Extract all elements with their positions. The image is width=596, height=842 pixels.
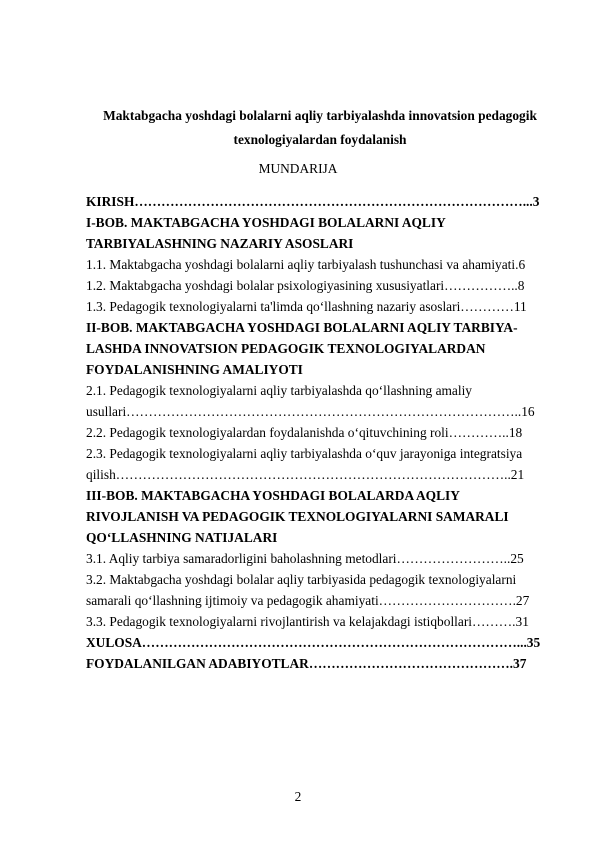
- toc-line: 2.1. Pedagogik texnologiyalarni aqliy tarbiyalashda qo‘llashning amaliy: [86, 383, 473, 398]
- title-line-2: texnologiyalardan foydalanish: [233, 132, 407, 147]
- document-title: [86, 104, 554, 152]
- page-number: 2: [294, 789, 302, 804]
- toc-line: TARBIYALASHNING NAZARIY ASOSLARI: [86, 236, 354, 251]
- toc-line: III-BOB. MAKTABGACHA YOSHDAGI BOLALARDA AQLIY: [86, 488, 460, 503]
- toc-line: 2.3. Pedagogik texnologiyalarni aqliy tarbiyalashda o‘quv jarayoniga integratsiya: [86, 446, 523, 461]
- toc-line: I-BOB. MAKTABGACHA YOSHDAGI BOLALARNI AQLIY: [86, 215, 446, 230]
- toc-line: FOYDALANILGAN ADABIYOTLAR……………………………………….37: [86, 656, 527, 671]
- title-line-1: Maktabgacha yoshdagi bolalarni aqliy tarbiyalashda innovatsion pedagogik: [103, 108, 537, 123]
- toc-line: XULOSA…………………………………………………………………………...35: [86, 635, 541, 650]
- contents-heading: MUNDARIJA: [258, 161, 338, 176]
- toc-line: II-BOB. MAKTABGACHA YOSHDAGI BOLALARNI AQLIY TARBIYA-: [86, 320, 518, 335]
- toc-line: QO‘LLASHNING NATIJALARI: [86, 530, 278, 545]
- toc-line: 1.2. Maktabgacha yoshdagi bolalar psixologiyasining xususiyatlari……………..8: [86, 278, 525, 293]
- toc-line: 1.1. Maktabgacha yoshdagi bolalarni aqliy tarbiyalash tushunchasi va ahamiyati.6: [86, 257, 526, 272]
- toc-line: KIRISH……………………………………………………………………………...3: [86, 194, 540, 209]
- toc-line: qilish……………………………………………………………………………..21: [86, 467, 525, 482]
- toc-line: 3.3. Pedagogik texnologiyalarni rivojlantirish va kelajakdagi istiqbollari……….31: [86, 614, 529, 629]
- toc-line: RIVOJLANISH VA PEDAGOGIK TEXNOLOGIYALARNI SAMARALI: [86, 509, 509, 524]
- toc-line: samarali qo‘llashning ijtimoiy va pedagogik ahamiyati………………………….27: [86, 593, 530, 608]
- toc-line: 3.1. Aqliy tarbiya samaradorligini baholashning metodlari……………………..25: [86, 551, 524, 566]
- toc-line: FOYDALANISHNING AMALIYOTI: [86, 362, 303, 377]
- toc-line: LASHDA INNOVATSION PEDAGOGIK TEXNOLOGIYALARDAN: [86, 341, 486, 356]
- toc-line: 3.2. Maktabgacha yoshdagi bolalar aqliy tarbiyasida pedagogik texnologiyalarni: [86, 572, 517, 587]
- toc-line: usullari……………………………………………………………………………..16: [86, 404, 535, 419]
- table-of-contents: [86, 191, 547, 674]
- toc-line: 2.2. Pedagogik texnologiyalardan foydalanishda o‘qituvchining roli…………..18: [86, 425, 523, 440]
- toc-line: 1.3. Pedagogik texnologiyalarni ta'limda qo‘llashning nazariy asoslari…………11: [86, 299, 527, 314]
